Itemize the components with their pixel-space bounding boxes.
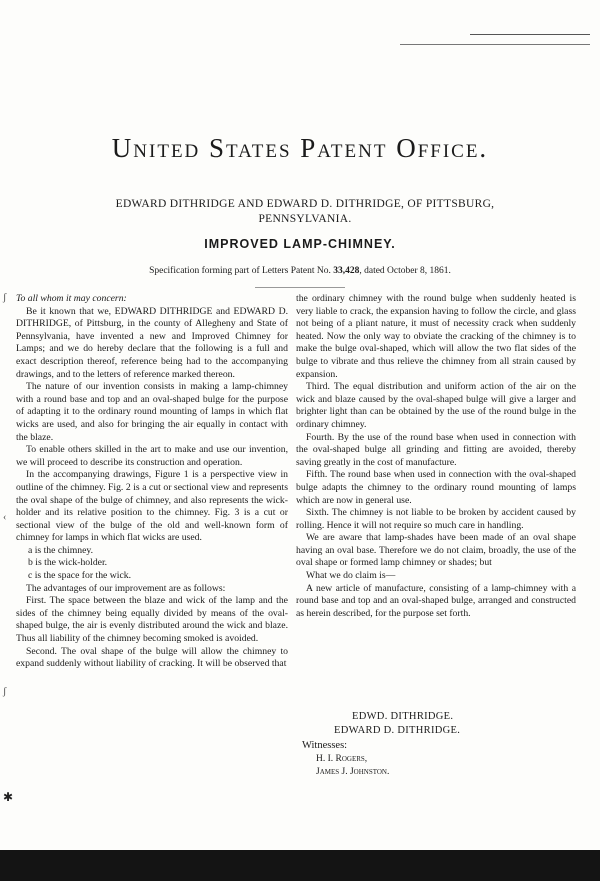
- paragraph: Sixth. The chimney is not liable to be broken by accident caused by rolling. Hence it will not require so much care in handling.: [296, 507, 576, 531]
- margin-mark: ✱: [3, 790, 14, 804]
- patent-number: 33,428: [333, 266, 360, 276]
- paragraph: Third. The equal distribution and uniform action of the air on the wick and blaze caused by the oval-shaped bulge will give a larger and brighter light than can be obtained by the use of the round bulge in the ordinary chimney.: [296, 381, 576, 430]
- paragraph: Fifth. The round base when used in connection with the oval-shaped bulge adapts the chimney to the ordinary round mounting of lamps which are now in general use.: [296, 469, 576, 506]
- salutation: To all whom it may concern:: [16, 293, 127, 304]
- claim-text: A new article of manufacture, consisting of a lamp-chimney with a round base and top and an oval-shaped bulge, arranged and constructed as herein described, for the purpose set forth.: [296, 582, 576, 619]
- reference-item: b is the wick-holder.: [28, 557, 108, 569]
- reference-item: a is the chimney.: [28, 544, 94, 556]
- margin-mark: ʃ: [3, 292, 7, 303]
- paragraph: Second. The oval shape of the bulge will allow the chimney to expand suddenly without liability of cracking. It will be observed that: [16, 645, 288, 670]
- paragraph: Be it known that we, EDWARD DITHRIDGE and EDWARD D. DITHRIDGE, of Pittsburg, in the county of Allegheny and State of Pennsylvania, have invented a new and Improved Chimney for Lamps; and we do hereby declare that the following is a full and exact description thereof, reference being had to the accompanying drawings, and to the letters of reference marked thereon.: [16, 305, 288, 380]
- paragraph: We are aware that lamp-shades have been made of an oval shape having an oval base. Therefore we do not claim, broadly, the use of the oval shape or formed lamp chimney or shades; but: [296, 532, 576, 569]
- signature: EDWARD D. DITHRIDGE.: [334, 725, 461, 736]
- signature: EDWD. DITHRIDGE.: [352, 711, 454, 722]
- scan-border: [0, 850, 600, 881]
- right-column: [296, 293, 576, 620]
- spec-suffix: , dated October 8, 1861.: [359, 266, 451, 276]
- paragraph: The advantages of our improvement are as follows:: [26, 582, 226, 594]
- corner-rule: [400, 44, 590, 45]
- witness-name: H. I. Rogers,: [316, 754, 368, 764]
- paragraph: Fourth. By the use of the round base when used in connection with the oval-shaped bulge all grinding and fitting are avoided, thereby saving greatly in the cost of manufacture.: [296, 431, 576, 468]
- left-column: [16, 293, 288, 671]
- specification-line: [0, 266, 600, 276]
- paragraph: The nature of our invention consists in making a lamp-chimney with a round base and top and an oval-shaped bulge for the purpose of adapting it to the ordinary round mounting of lamps in which flat wicks are used, and also for bringing the air equally in contact with the blaze.: [16, 381, 288, 443]
- paragraph: To enable others skilled in the art to make and use our invention, we will proceed to describe its construction and operation.: [16, 444, 288, 468]
- witness-name: James J. Johnston.: [316, 767, 390, 777]
- spec-prefix: Specification forming part of Letters Patent No.: [149, 266, 331, 276]
- margin-mark: ʃ: [3, 686, 7, 697]
- reference-item: c is the space for the wick.: [28, 570, 132, 582]
- paragraph: the ordinary chimney with the round bulge when suddenly heated is very liable to crack, the expansion having to follow the circle, and glass not being of a pliant nature, it must of necessity crack when suddenly heated. Now the only way to obviate the cracking of the chimney is to make the bulge oval-shaped, which will allow the two flat sides of the bulge to vibrate and thus relieve the chimney from all strain caused by expansion.: [296, 293, 576, 380]
- divider-rule: [255, 287, 345, 288]
- invention-title: IMPROVED LAMP-CHIMNEY.: [204, 237, 396, 251]
- inventors-line: EDWARD DITHRIDGE AND EDWARD D. DITHRIDGE, OF PITTSBURG, PENNSYLVANIA.: [115, 198, 495, 225]
- claim-intro: What we do claim is—: [306, 570, 396, 582]
- paragraph: In the accompanying drawings, Figure 1 is a perspective view in outline of the chimney. Fig. 2 is a cut or sectional view and represents the oval shape of the bulge of chimney, and also represents the wick-holder and its relative position to the chimney. Fig. 3 is a cut or sectional view of the bulge of the old and well-known form of chimney for lamps in which flat wicks are used.: [16, 469, 288, 544]
- margin-mark: ‹: [3, 512, 7, 523]
- witnesses-label: Witnesses:: [302, 740, 348, 751]
- office-title: United States Patent Office.: [111, 133, 489, 163]
- corner-rule: [470, 34, 590, 35]
- paragraph: First. The space between the blaze and wick of the lamp and the sides of the chimney being equally divided by means of the oval-shaped bulge, the air is evenly distributed around the wick and blaze. Thus all liability of the chimney becoming smoked is avoided.: [16, 595, 288, 645]
